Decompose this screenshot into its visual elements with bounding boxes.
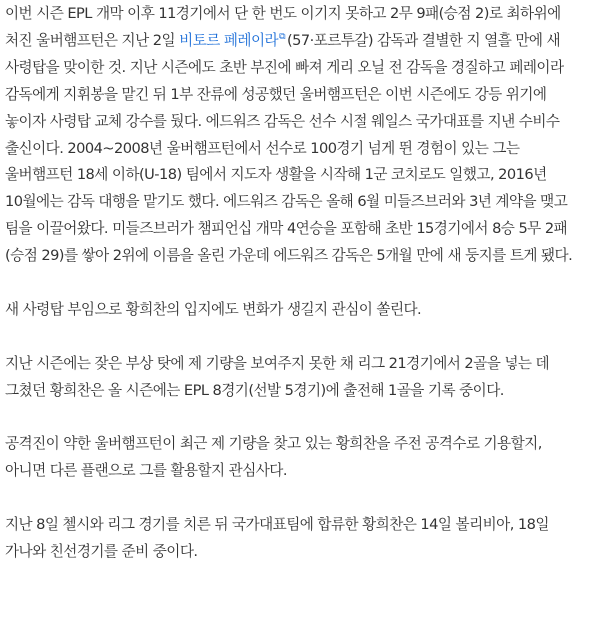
paragraph-text: (57·포르투갈) 감독과 결별한 지 열흘 만에 새 사령탑을 맞이한 것. 지난 시즌에도 초반 부진에 빠져 게리 오닐 전 감독을 경질하고 페레이라 감독에게 지휘봉을 맡긴 뒤 1부 잔류에 성공했던 울버햄프턴은 이번 시즌에도 강등 위기에 놓이자 사령탑 교체 강수를 뒀다. 에드워즈 감독은 선수 시절 웨일스 국가대표를 지낸 수비수 출신이다. 2004~2008년 울버햄프턴에서 선수로 100경기 넘게 뛴 경험이 있는 그는 울버햄프턴 18세 이하(U-18) 팀에서 지도자 생활을 시작해 1군 코치로도 일했고, 2016년 10월에는 감독 대행을 맡기도 했다. 에드워즈 감독은 올해 6월 미들즈브러와 3년 계약을 맺고 팀을 이끌어왔다. 미들즈브러가 챔피언십 개막 4연승을 포함해 초반 15경기에서 8승 5무 2패(승점 29)를 쌓아 2위에 이름을 올린 가운데 에드워즈 감독은 5개월 만에 새 둥지를 트게 됐다.: [5, 31, 573, 265]
paragraph-hwang-position: 새 사령탑 부임으로 황희찬의 입지에도 변화가 생길지 관심이 쏠린다.: [5, 300, 422, 318]
external-link-icon[interactable]: ⧉: [279, 31, 285, 42]
paragraph-text: 이번 시즌 EPL 개막 이후 11경기에서 단 한 번도 이기지 못하고 2무 9패(승점 2)로 최하위에 처진 울버햄프턴은 지난 2일: [5, 5, 561, 49]
paragraph-hwang-stats: 지난 시즌에는 잦은 부상 탓에 제 기량을 보여주지 못한 채 리그 21경기에서 2골을 넣는 데 그쳤던 황희찬은 올 시즌에는 EPL 8경기(선발 5경기)에 출전해 1골을 기록 중이다.: [5, 354, 550, 399]
paragraph-coach-change: [5, 1, 586, 270]
paragraph-hwang-role: 공격진이 약한 울버햄프턴이 최근 제 기량을 찾고 있는 황희찬을 주전 공격수로 기용할지, 아니면 다른 플랜으로 그를 활용할지 관심사다.: [5, 435, 542, 480]
person-link-vitor-pereira[interactable]: 비토르 페레이라: [179, 31, 279, 49]
paragraph-national-team: 지난 8일 첼시와 리그 경기를 치른 뒤 국가대표팀에 합류한 황희찬은 14일 볼리비아, 18일 가나와 친선경기를 준비 중이다.: [5, 516, 549, 561]
